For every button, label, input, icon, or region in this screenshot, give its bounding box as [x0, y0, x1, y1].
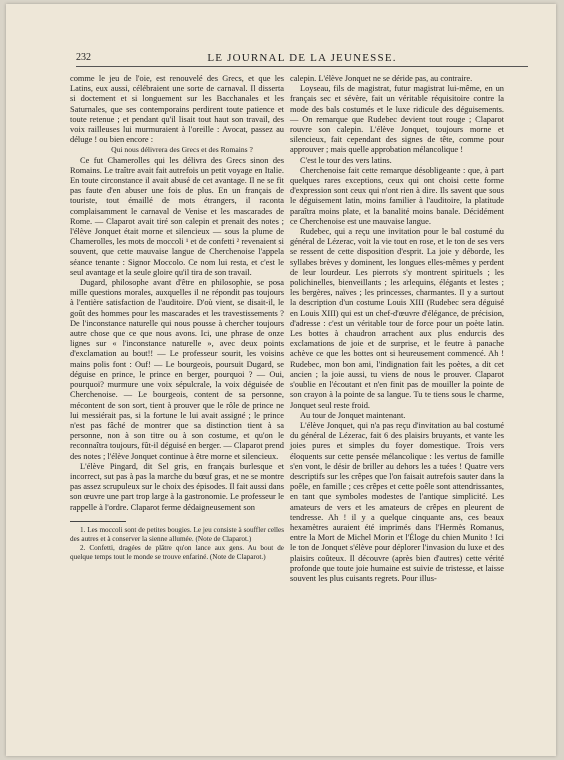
- footnote-2: 2. Confetti, dragées de plâtre qu'on lance aux gens. Au bout de quelque temps tout le monde se trouve enfariné. (Note de Claparot.): [70, 543, 284, 561]
- left-column: [70, 74, 284, 562]
- right-paragraph-6: Au tour de Jonquet maintenant.: [300, 410, 406, 420]
- left-paragraph-4: L'élève Pingard, dit Sel gris, en français burlesque et incorrect, sut pas à pas la marche du bœuf gras, et ne se montre pas assez scrupuleux sur le choix des épisodes. Il fait aussi dans son œuvre une part trop large à la gastronomie. Le professeur le rappelle à l'ordre. Claparot ferme dédaigneusement son: [70, 461, 284, 512]
- right-paragraph-2: Loyseau, fils de magistrat, futur magistrat lui-même, en un français sec et sévère, fait un véritable réquisitoire contre la mode des bals costumés et le luxe ridicule des déguisements. — On remarque que Rudebec devient tout rouge ; Claparot rouvre son calepin. L'élève Jonquet, toujours morne et silencieux, fait cependant des signes de tête, comme pour approuver ; mais quelle approbation mélancolique !: [290, 84, 504, 155]
- left-paragraph-3: Dugard, philosophe avant d'être en philosophie, se posa mille questions morales, auxquelles il ne répondit pas toujours à l'entière satisfaction de l'auditoire. D'où vient, se disait-il, le goût des hommes pour les mascarades et les travestissements ? De l'inconstance naturelle qui nous pousse à chercher toujours autre chose que ce que nous avons. Ici, une phrase de onze lignes sur « l'inconstance naturelle », avec deux points d'exclamation au bout!! — Le professeur sourit, les voisins mains polis font : Ouf! — Le bourgeois, poursuit Dugard, se déguise en prince, le prince en berger, pourquoi ? — Oui, pourquoi? murmure une voix sépulcrale, la voix déguisée de Cherchenoise. — Le bourgeois, content de sa personne, mécontent de son sort, tient à prouver que le rôle de prince ne lui messiérait pas, si la fortune le lui avait assigné ; le prince n'est pas fâché de montrer que sa distinction tient à sa personne, non à son titre ou à son costume, et qu'on le reconnaîtra toujours, fût-il déguisé en berger. — Claparot prend des notes ; l'élève Jonquet continue à être morne et silencieux.: [70, 278, 284, 461]
- footnote-rule: [70, 521, 126, 522]
- right-paragraph-5: Rudebec, qui a reçu une invitation pour le bal costumé du général de Lézerac, voit la vie tout en rose, et le ton de ses vers se ressent de cette disposition d'esprit. La joie y déborde, les syllabes brèves y dominent, les longues elles-mêmes y perdent de leur lourdeur. Les pierrots s'y montrent spirituels ; les polichinelles, bienveillants ; les arlequins, élégants et lestes ; les bergères, naïves ; les princesses, charmantes. Il y a surtout la description d'un costume Louis XIII (Rudebec sera déguisé en Louis XIII) qui est un chef-d'œuvre d'élégance, de précision, d'adresse : c'est un véritable tour de force pour un poète latin. Les bottes à chaudron arrachent aux plus endurcis des exclamations de joie et de surprise, et le feutre à panache achève ce que les bottes ont si heureusement commencé. Ah ! Rudebec, mon bon ami, l'indignation fait les poètes, a dit cet ancien ; la joie aussi, tu viens de nous le prouver. Claparot s'oublie en l'écoutant et n'en finit pas de mouiller la pointe de son crayon à la pointe de sa langue. Tu te tiens sous le charme, Jonquet seul reste froid.: [290, 227, 504, 410]
- journal-title: LE JOURNAL DE LA JEUNESSE.: [207, 52, 397, 64]
- page-number: 232: [76, 52, 91, 63]
- left-paragraph-1: comme le jeu de l'oie, est renouvelé des Grecs, et que les Latins, eux aussi, célébraient une sorte de carnaval. Il disserta si doctement et si longuement sur les Bacchanales et les Saturnales, que ses contemporains perdirent toute patience et toute retenue ; et pendant qu'il lisait tout haut son travail, des voix railleuses lui murmuraient à l'oreille : Avocat, passez au déluge ! ou bien encore :: [70, 74, 284, 145]
- right-paragraph-1: calepin. L'élève Jonquet ne se déride pas, au contraire.: [290, 74, 473, 83]
- right-paragraph-7: L'élève Jonquet, qui n'a pas reçu d'invitation au bal costumé du général de Lézerac, fait 6 des plaisirs bruyants, et vante les joies pures et simples du foyer domestique. Trois vers éloquents sur cette pensée mélancolique : les vertus de famille s'en vont, le désir de briller au dehors les a tuées ! Quatre vers descriptifs sur les crêpes que l'on faisait autrefois sauter dans la poêle, en famille ; ces crêpes et cette poêle sont attendrissantes, en tant que symboles modestes de l'antique simplicité. Les amateurs de vers et les amateurs de crêpes en pleurent de tendresse. Ah ! il y a quelque cinquante ans, ces beaux hexamètres auraient été imprimés dans l'Hermès Romanus, entre la Mort de Michel Morin et l'Éloge du chien Munito ! Ici le ton de Jonquet s'élève pour déplorer l'invasion du luxe et des plaisirs coûteux. Il découvre (après bien d'autres) cette vérité profonde que toute joie humaine est suivie de tristesse, et laisse souvent les plus cuisants regrets. Pour illus-: [290, 420, 504, 583]
- right-paragraph-4: Cherchenoise fait cette remarque désobligeante : que, à part quelques rares exceptions, ceux qui ont choisi cette forme d'expression sont ceux qui n'ont rien à dire. Ils savent que sous le déguisement latin, moins familier à l'auditoire, la platitude paraîtra moins plate, et la banalité moins banale. Décidément ce Cherchenoise est une mauvaise langue.: [290, 165, 504, 226]
- left-paragraph-2: Ce fut Chamerolles qui les délivra des Grecs sinon des Romains. Le traître avait fait autrefois un petit voyage en Italie. En toute circonstance il avait abusé de cet avantage. Il ne se fit pas faute d'en abuser une fois de plus. En un français de touriste, tout émaillé de mots étrangers, il raconta complaisamment le carnaval de Venise et les mascarades de Rome. — Claparot avait tiré son calepin et prenait des notes ; l'élève Jonquet était morne et silencieux — sous la plume de Chamerolles, les mots de moccoli ¹ et de confetti ² revenaient si souvent, que cette mauvaise langue de Cherchenoise l'appela séance tenante : Signor Moccolo. Ce nom lui resta, et c'est le seul avantage et la seule gloire qu'il tira de son travail.: [70, 155, 284, 277]
- section-subheading: Qui nous délivrera des Grecs et des Romains ?: [111, 145, 253, 155]
- right-paragraph-3: C'est le tour des vers latins.: [300, 155, 392, 165]
- right-column: [290, 74, 504, 584]
- page-header: [76, 52, 528, 67]
- footnote-1: 1. Les moccoli sont de petites bougies. Le jeu consiste à souffler celles des autres et à conserver la sienne allumée. (Note de Claparot.): [70, 525, 284, 543]
